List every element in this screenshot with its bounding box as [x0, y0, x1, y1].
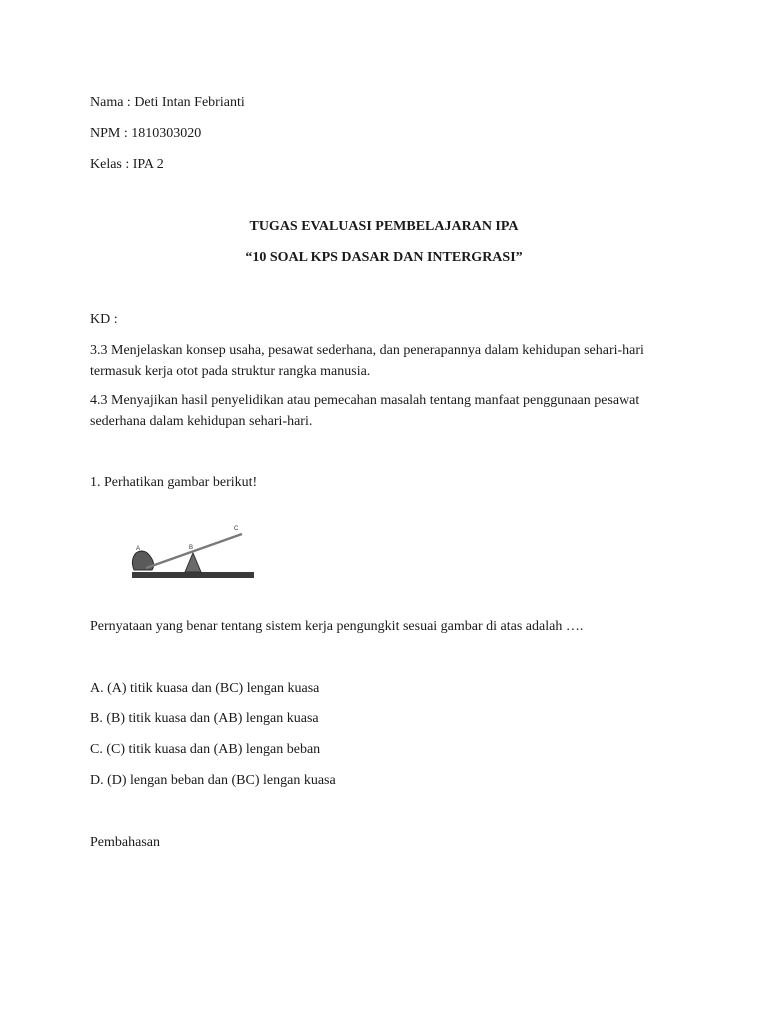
kd-item-4-3: 4.3 Menyajikan hasil penyelidikan atau pemecahan masalah tentang manfaat penggunaan pesawat sederhana dalam kehidupan sehari-hari. [90, 393, 640, 429]
option-d: D. (D) lengan beban dan (BC) lengan kuasa [90, 773, 336, 788]
label-a: A [136, 546, 141, 552]
question-1-statement: Pernyataan yang benar tentang sistem kerja pengungkit sesuai gambar di atas adalah …. [90, 619, 584, 634]
kd-item-3-3: 3.3 Menjelaskan konsep usaha, pesawat sederhana, dan penerapannya dalam kehidupan sehari-hari termasuk kerja otot pada struktur rangka manusia. [90, 343, 644, 379]
document-title: TUGAS EVALUASI PEMBELAJARAN IPA [249, 219, 519, 234]
option-a: A. (A) titik kuasa dan (BC) lengan kuasa [90, 681, 320, 696]
lever-ground [132, 572, 254, 578]
kd-heading: KD : [90, 312, 118, 327]
student-name: Nama : Deti Intan Febrianti [90, 95, 245, 110]
label-c: C [234, 526, 239, 532]
student-npm: NPM : 1810303020 [90, 126, 202, 141]
option-c: C. (C) titik kuasa dan (AB) lengan beban [90, 742, 321, 757]
lever-figure [126, 520, 258, 582]
label-b: B [189, 545, 194, 551]
fulcrum-triangle [185, 553, 201, 572]
document-subtitle: “10 SOAL KPS DASAR DAN INTERGRASI” [245, 250, 523, 265]
student-class: Kelas : IPA 2 [90, 157, 164, 172]
question-1-prompt: 1. Perhatikan gambar berikut! [90, 475, 258, 490]
discussion-heading: Pembahasan [90, 835, 160, 850]
option-b: B. (B) titik kuasa dan (AB) lengan kuasa [90, 711, 319, 726]
